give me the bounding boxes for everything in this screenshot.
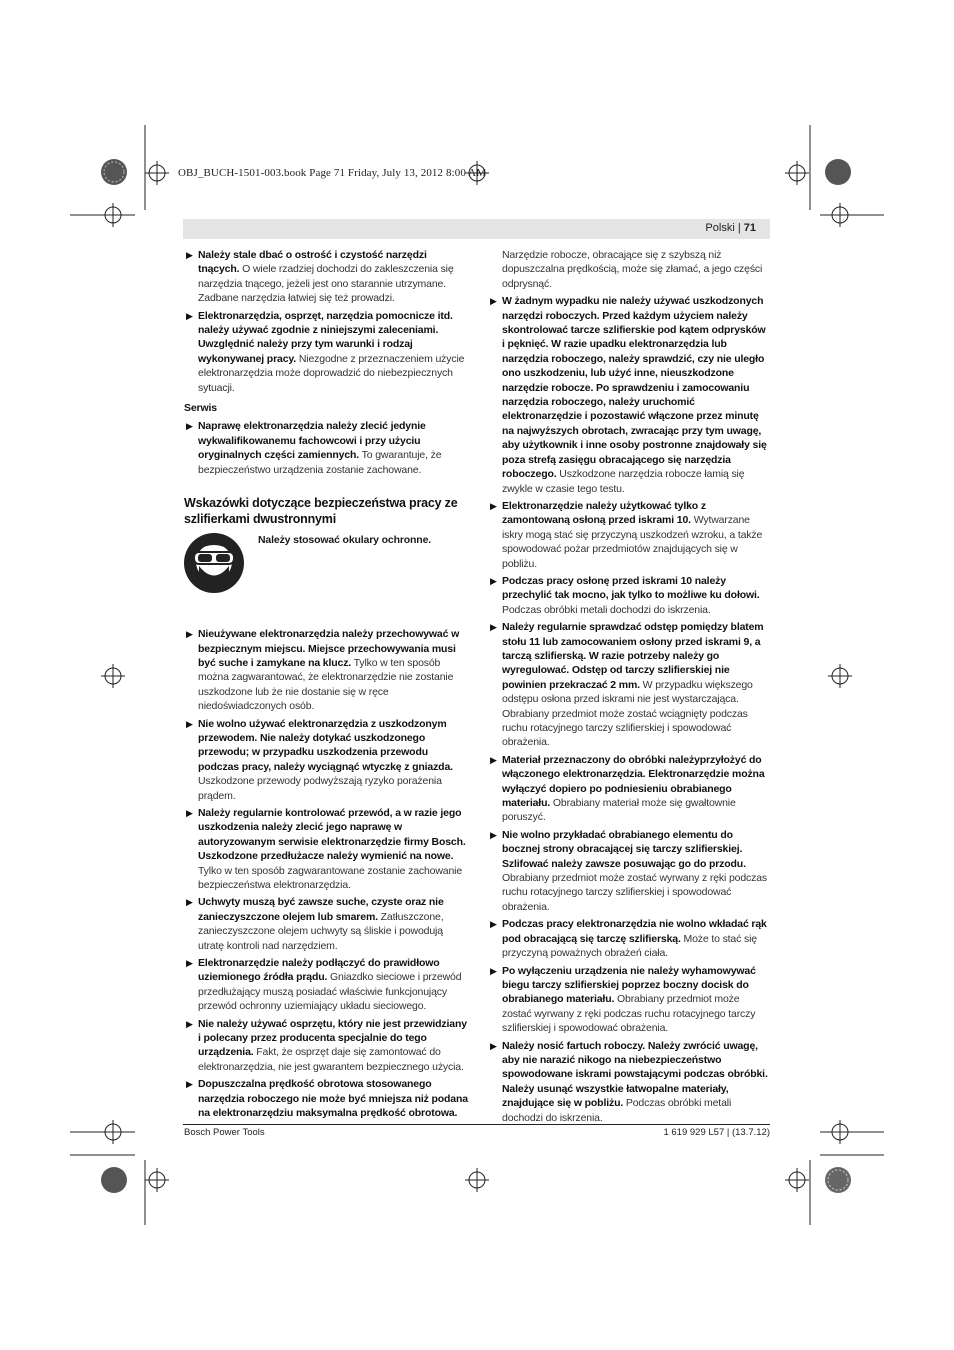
footer-divider	[183, 1124, 770, 1125]
item-body-text: To gwarantuje, że bezpieczeństwo urządzenia zostanie zachowane.	[198, 449, 442, 476]
list-item	[184, 717, 469, 803]
list-item	[184, 806, 469, 892]
list-item	[488, 574, 770, 617]
print-info-line: OBJ_BUCH-1501-003.book Page 71 Friday, July 13, 2012 8:00 AM	[178, 167, 487, 179]
list-item	[488, 828, 770, 914]
right-column	[488, 248, 770, 1128]
item-body-text: Narzędzie robocze, obracające się z szybszą niż dopuszczalna prędkością, może się złamać, a jego części odprysnąć.	[502, 249, 763, 290]
color-wheel-bottom-left	[101, 1167, 127, 1193]
triangle-right-icon: ▶	[186, 421, 193, 432]
item-bold-text: Elektronarzędzie należy użytkować tylko z zamontowaną osłoną przed iskrami 10.	[502, 499, 706, 527]
item-body-text: Niezgodne z przeznaczeniem użycie elektronarzędzia może doprowadzić do niebezpiecznych sytuacji.	[198, 352, 465, 394]
item-body-text: Może to stać się przyczyną poważnych obrażeń ciała.	[502, 932, 757, 960]
goggles-notice	[184, 533, 469, 619]
item-bold-text: Należy nosić fartuch roboczy. Należy zwrócić uwagę, aby nie narazić nikogo na niebezpieczeństwo spowodowane iskrami powstającymi podczas obróbki. Należy usunąć wszystkie łatwopalne materiały, znajdujące się w pobliżu.	[502, 1039, 768, 1110]
footer-brand: Bosch Power Tools	[184, 1127, 265, 1138]
triangle-right-icon: ▶	[186, 250, 193, 260]
item-bold-text: Podczas pracy osłonę przed iskrami 10 należy przechylić tak mocno, jak tylko to możliwe ku dołowi.	[502, 574, 760, 602]
list-item	[488, 1039, 770, 1125]
page-number: 71	[743, 222, 756, 234]
triangle-right-icon: ▶	[490, 965, 497, 976]
crosshair-target-3	[101, 203, 125, 227]
triangle-right-icon: ▶	[490, 622, 497, 633]
header-separator: |	[737, 222, 741, 234]
triangle-right-icon: ▶	[490, 296, 497, 307]
crosshair-target-2	[785, 161, 809, 185]
item-bold-text: Nie wolno używać elektronarzędzia z uszkodzonym przewodem. Nie należy dotykać uszkodzonego przewodu; w przypadku uszkodzenia przewodu podczas pracy, należy wyciągnąć wtyczkę z gniazda.	[198, 717, 453, 773]
crosshair-target-11	[785, 1168, 809, 1192]
crosshair-target-8	[828, 1120, 852, 1144]
triangle-right-icon: ▶	[490, 1040, 497, 1051]
list-item	[184, 309, 469, 395]
page-header-bar	[183, 219, 770, 239]
triangle-right-icon: ▶	[490, 754, 497, 765]
item-bold-text: W żadnym wypadku nie należy używać uszkodzonych narzędzi roboczych. Przed każdym użyciem należy skontrolować tarcze szlifierskie pod kątem odprysków i pęknięć. W razie upadku elektronarzędzia lub narzędzia roboczego, należy sprawdzić, czy nie uległo ono uszkodzeniu, lub użyć inne, nieuszkodzone narzędzie robocze. Po sprawdzeniu i zamocowaniu narzędzia roboczego, należy uruchomić elektronarzędzie i pozostawić włączone przez minutę na najwyższych obrotach, zwracając przy tym uwagę, aby użytkownik i inne osoby postronne znajdowały się poza strefą zasięgu obracającego się narzędzia roboczego.	[502, 295, 767, 481]
item-bold-text: Po wyłączeniu urządzenia nie należy wyhamowywać biegu tarczy szlifierskiej poprzez boczny docisk do obrabianego materiału.	[502, 964, 756, 1006]
item-body-text: Obrabiany materiał może się gwałtownie poruszyć.	[502, 797, 736, 824]
color-wheel-top-right	[825, 159, 851, 185]
service-heading: Serwis	[184, 402, 217, 415]
item-bold-text: Elektronarzędzie należy podłączyć do prawidłowo uziemionego źródła prądu.	[198, 957, 440, 984]
list-item	[488, 964, 770, 1036]
item-body-text: Uszkodzone narzędzia robocze łamią się zwykle w czasie tego testu.	[502, 468, 745, 495]
item-body-text: Gniazdko sieciowe i przewód przedłużający muszą posiadać właściwie funkcjonujący przewód ochronny uziemiający układu sieciowego.	[198, 971, 462, 1013]
list-item	[184, 248, 469, 306]
item-bold-text: Należy regularnie kontrolować przewód, a w razie jego uszkodzenia należy zlecić jego naprawę w autoryzowanym serwisie elektronarzędzie firmy Bosch. Uszkodzone przedłużacze należy wymienić na nowe.	[198, 806, 466, 863]
list-item	[184, 1077, 469, 1120]
item-bold-text: Naprawę elektronarzędzia należy zlecić jedynie wykwalifikowanemu fachowcowi i przy użyciu oryginalnych części zamiennych.	[198, 420, 426, 462]
list-item	[488, 753, 770, 825]
crosshair-target-9	[145, 1168, 169, 1192]
item-bold-text: Uchwyty muszą być zawsze suche, czyste oraz nie zanieczyszczone olejem lub smarem.	[198, 896, 444, 923]
item-body-text: Zatłuszczone, zanieczyszczone olejem uchwyty są śliskie i powodują utratę kontroli nad narzędziem.	[198, 910, 444, 952]
triangle-right-icon: ▶	[186, 1079, 193, 1090]
crosshair-target-4	[828, 203, 852, 227]
item-body-text: Obrabiany przedmiot może zostać wyrwany z ręki podczas ruchu rotacyjnego tarczy szlifierskiej i spowodować obrażenia.	[502, 872, 768, 913]
triangle-right-icon: ▶	[186, 310, 193, 321]
item-body-text: O wiele rzadziej dochodzi do zakleszczenia się narzędzia tnącego, jeżeli jest ono starannie utrzymane. Zadbane narzędzia łatwiej się też prowadzi.	[198, 263, 454, 305]
color-wheel-bottom-right	[825, 1167, 851, 1193]
crosshair-target-1	[145, 161, 169, 185]
item-bold-text: Nieużywane elektronarzędzia należy przechowywać w bezpiecznym miejscu. Miejsce przechowywania musi być suche i zamykane na klucz.	[198, 628, 460, 669]
item-bold-text: Należy regularnie sprawdzać odstęp pomiędzy blatem stołu 11 lub zamocowaniem osłony przed iskrami 9, a tarczą szlifierską. W razie potrzeby należy go wyregulować. Odstęp od tarczy szlifierskiej nie powinien przekraczać 2 mm.	[502, 621, 764, 691]
item-bold-text: Elektronarzędzia, osprzęt, narzędzia pomocnicze itd. należy używać zgodnie z niniejszymi zaleceniami. Uwzględnić należy przy tym warunki i rodzaj wykonywanej pracy.	[198, 309, 453, 365]
item-body-text: Podczas obróbki metali dochodzi do iskrzenia.	[502, 603, 711, 616]
list-item	[184, 1017, 469, 1075]
item-bold-text: Nie należy używać osprzętu, który nie jest przewidziany i polecany przez producenta specjalnie do tego urządzenia.	[198, 1017, 467, 1059]
item-body-text: Fakt, że osprzęt daje się zamontować do elektronarzędzia, nie jest gwarantem bezpiecznego użycia.	[198, 1046, 464, 1073]
triangle-right-icon: ▶	[490, 575, 497, 586]
section-heading: Wskazówki dotyczące bezpieczeństwa pracy ze szlifierkami dwustronnymi	[184, 496, 458, 527]
crosshair-target-7	[101, 1120, 125, 1144]
crosshair-target-10	[465, 1168, 489, 1192]
item-body-text: W przypadku większego odstępu osłona przed iskrami nie jest wystarczająca. Obrabiany przedmiot może zostać wciągnięty podczas ruchu rotacyjnego tarczy szlifierskiej i spowodować obrażenia.	[502, 678, 753, 749]
triangle-right-icon: ▶	[186, 629, 193, 640]
item-body-text: Podczas obróbki metali dochodzi do iskrzenia.	[502, 1097, 732, 1124]
header-language: Polski	[705, 222, 735, 234]
list-item	[488, 620, 770, 750]
footer-doc-number: 1 619 929 L57 | (13.7.12)	[663, 1127, 770, 1138]
triangle-right-icon: ▶	[186, 807, 193, 818]
triangle-right-icon: ▶	[186, 897, 193, 908]
list-item	[184, 627, 469, 713]
list-item	[488, 499, 770, 571]
item-body-text: Wytwarzane iskry mogą stać się przyczyną uszkodzeń wzroku, a także spowodować pożar przedmiotów znajdujących się w pobliżu.	[502, 514, 763, 570]
left-column	[184, 248, 469, 1124]
item-body-text: Tylko w ten sposób można zagwarantować, że elektronarzędzie nie zostanie uszkodzone lub że nie dostanie się w ręce niedoświadczonych osób.	[198, 656, 454, 713]
crosshair-target-5	[101, 664, 125, 688]
page-header-text	[705, 222, 756, 234]
list-item	[184, 895, 469, 953]
triangle-right-icon: ▶	[186, 718, 193, 729]
list-item	[488, 294, 770, 496]
goggles-text: Należy stosować okulary ochronne.	[258, 534, 432, 547]
list-item	[184, 419, 469, 477]
crosshair-target-6	[828, 664, 852, 688]
list-item	[488, 917, 770, 960]
item-bold-text: Dopuszczalna prędkość obrotowa stosowanego narzędzia roboczego nie może być mniejsza niż podana na elektronarzędziu maksymalna prędkość obrotowa.	[198, 1078, 468, 1120]
triangle-right-icon: ▶	[490, 500, 497, 511]
triangle-right-icon: ▶	[186, 1018, 193, 1029]
triangle-right-icon: ▶	[490, 919, 497, 930]
list-item	[184, 956, 469, 1014]
item-bold-text: Nie wolno przykładać obrabianego elementu do bocznej strony obracającej się tarczy szlifierskiej. Szlifować należy zawsze posuwając go do przodu.	[502, 828, 746, 870]
triangle-right-icon: ▶	[490, 829, 497, 840]
item-bold-text: Należy stale dbać o ostrość i czystość narzędzi tnących.	[198, 249, 427, 276]
list-item-continuation	[488, 248, 770, 291]
triangle-right-icon: ▶	[186, 958, 193, 969]
item-body-text: Uszkodzone przewody podwyższają ryzyko porażenia prądem.	[198, 775, 442, 802]
item-bold-text: Materiał przeznaczony do obróbki należyprzyłożyć do włączonego elektronarzędzia. Elektronarzędzie można wyłączyć dopiero po podniesieniu obrabianego materiału.	[502, 753, 765, 810]
item-bold-text: Podczas pracy elektronarzędzia nie wolno wkładać rąk pod obracającą się tarczę szlifierską.	[502, 918, 767, 945]
item-body-text: Obrabiany przedmiot może zostać wyrwany z ręki podczas ruchu rotacyjnego tarczy szlifierskiej i spowodować obrażenia.	[502, 993, 756, 1035]
item-body-text: Tylko w ten sposób zagwarantowane zostanie zachowanie bezpieczeństwa elektronarzędzia.	[198, 864, 463, 891]
safety-goggles-icon	[184, 533, 244, 593]
color-wheel-top-left	[101, 159, 127, 185]
